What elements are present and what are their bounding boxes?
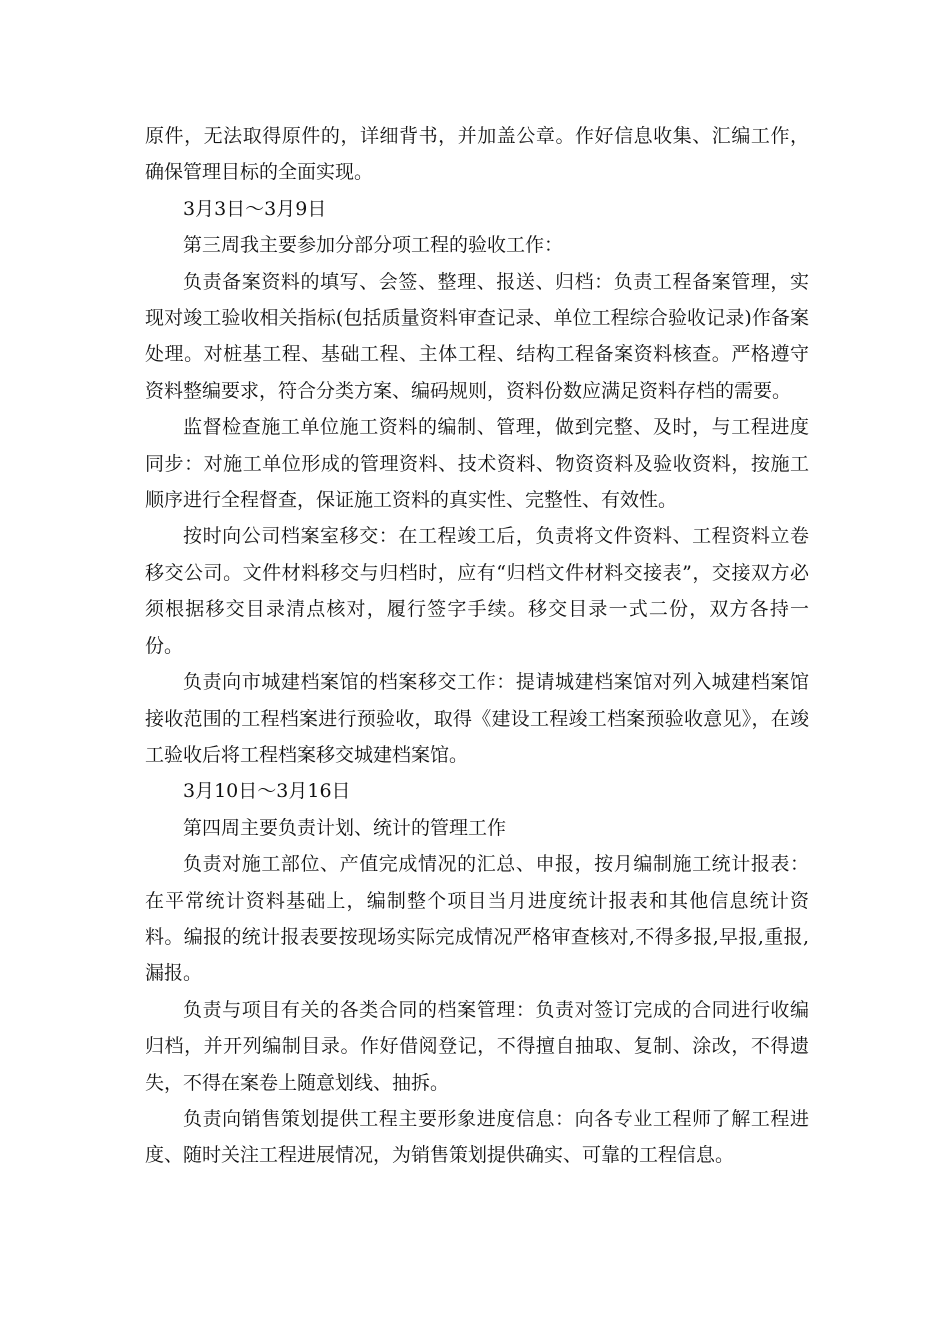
- week3-summary: 第三周我主要参加分部分项工程的验收工作：: [183, 234, 564, 257]
- paragraph-archive-transfer: 按时向公司档案室移交：在工程竣工后，负责将文件资料、工程资料立卷移交公司。文件材料移交与归档时，应有“归档文件材料交接表”，交接双方必须根据移交目录清点核对，履行签字手续。移交目录一式二份，双方各持一份。: [145, 525, 809, 657]
- date-range-heading-week3: 3月3日～3月9日: [183, 197, 327, 220]
- paragraph-continuation: 原件，无法取得原件的，详细背书，并加盖公章。作好信息收集、汇编工作，确保管理目标的全面实现。: [145, 125, 809, 184]
- document-page: [145, 118, 809, 1174]
- paragraph-contracts: 负责与项目有关的各类合同的档案管理：负责对签订完成的合同进行收编归档，并开列编制目录。作好借阅登记，不得擅自抽取、复制、涂改，不得遗失，不得在案卷上随意划线、抽拆。: [145, 998, 809, 1094]
- paragraph-filing-records: 负责备案资料的填写、会签、整理、报送、归档：负责工程备案管理，实现对竣工验收相关指标(包括质量资料审查记录、单位工程综合验收记录)作备案处理。对桩基工程、基础工程、主体工程、结构工程备案资料核查。严格遵守资料整编要求，符合分类方案、编码规则，资料份数应满足资料存档的需要。: [145, 270, 809, 402]
- paragraph-city-archive: 负责向市城建档案馆的档案移交工作：提请城建档案馆对列入城建档案馆接收范围的工程档案进行预验收，取得《建设工程竣工档案预验收意见》，在竣工验收后将工程档案移交城建档案馆。: [145, 671, 809, 766]
- paragraph-supervision: 监督检查施工单位施工资料的编制、管理，做到完整、及时，与工程进度同步：对施工单位形成的管理资料、技术资料、物资资料及验收资料，按施工顺序进行全程督查，保证施工资料的真实性、完整性、有效性。: [145, 416, 809, 512]
- week4-summary: 第四周主要负责计划、统计的管理工作: [183, 816, 507, 839]
- paragraph-sales-info: 负责向销售策划提供工程主要形象进度信息：向各专业工程师了解工程进度、随时关注工程进展情况，为销售策划提供确实、可靠的工程信息。: [145, 1107, 809, 1167]
- date-range-heading-week4: 3月10日～3月16日: [183, 780, 351, 803]
- paragraph-statistics: 负责对施工部位、产值完成情况的汇总、申报，按月编制施工统计报表：在平常统计资料基础上，编制整个项目当月进度统计报表和其他信息统计资料。编报的统计报表要按现场实际完成情况严格审查核对,不得多报,早报,重报,漏报。: [145, 853, 809, 985]
